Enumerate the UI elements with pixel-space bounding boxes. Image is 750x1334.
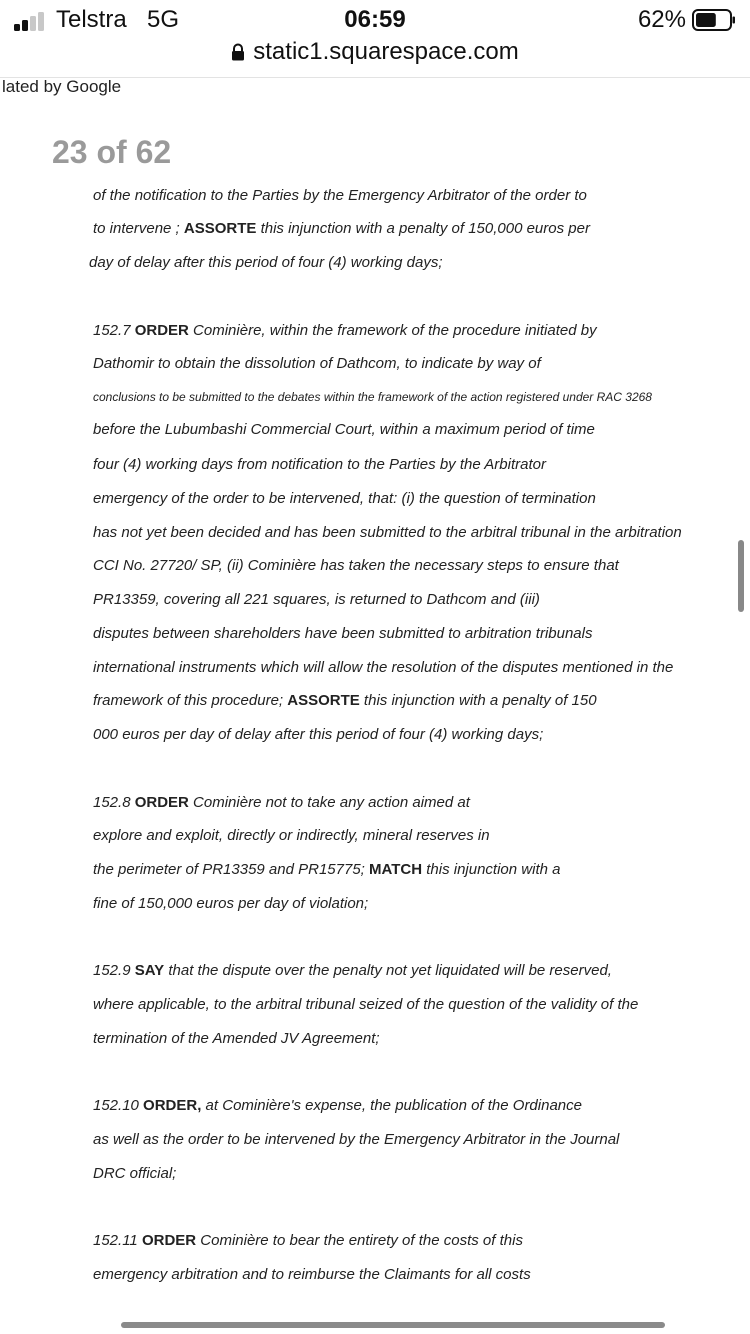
- document-line: [93, 387, 652, 407]
- line-text: emergency of the order to be intervened, that: (i) the question of termination: [93, 490, 596, 507]
- bold-keyword: ASSORTE: [183, 220, 257, 237]
- line-text: explore and exploit, directly or indirectly, mineral reserves in: [93, 827, 490, 844]
- document-line: [93, 556, 619, 576]
- document-line: [93, 219, 590, 239]
- bold-keyword: ASSORTE: [287, 692, 360, 709]
- document-line: [93, 624, 592, 644]
- line-text: fine of 150,000 euros per day of violation;: [93, 895, 369, 912]
- document-line: [93, 1265, 531, 1285]
- document-line: [93, 1164, 176, 1184]
- line-text: conclusions to be submitted to the debates within the framework of the action registered under RAC 3268: [93, 390, 652, 404]
- horizontal-scrollbar[interactable]: [121, 1322, 665, 1328]
- line-text: international instruments which will allow the resolution of the disputes mentioned in the: [93, 659, 674, 676]
- line-text: 152.9: [93, 962, 135, 979]
- line-text: Cominière not to take any action aimed at: [188, 794, 470, 811]
- network-type: 5G: [147, 6, 180, 33]
- line-text: 152.10: [93, 1097, 144, 1114]
- line-text: framework of this procedure;: [93, 692, 288, 709]
- document-line: [93, 1096, 582, 1116]
- line-text: Dathomir to obtain the dissolution of Dathcom, to indicate by way of: [93, 355, 541, 372]
- line-text: day of delay after this period of four (4) working days;: [89, 254, 443, 271]
- line-text: has not yet been decided and has been submitted to the arbitral tribunal in the arbitration: [93, 524, 682, 541]
- bold-keyword: SAY: [134, 962, 165, 979]
- document-line: [93, 420, 595, 440]
- line-text: CCI No. 27720/ SP, (ii) Cominière has taken the necessary steps to ensure that: [93, 557, 619, 574]
- document-line: [93, 995, 638, 1015]
- bold-keyword: MATCH: [369, 861, 423, 878]
- document-line: [93, 860, 560, 880]
- document-line: [93, 489, 596, 509]
- battery-percent: 62%: [637, 6, 686, 33]
- bold-keyword: ORDER: [134, 322, 189, 339]
- carrier-name: Telstra: [56, 6, 127, 33]
- document-line: [93, 826, 490, 846]
- line-text: at Cominière's expense, the publication of the Ordinance: [201, 1097, 582, 1114]
- document-line: [93, 793, 470, 813]
- line-text: that the dispute over the penalty not yet liquidated will be reserved,: [164, 962, 612, 979]
- document-line: [93, 691, 597, 711]
- bold-keyword: ORDER: [134, 794, 189, 811]
- document-line: [93, 1231, 523, 1251]
- line-text: termination of the Amended JV Agreement;: [93, 1030, 380, 1047]
- bold-keyword: ORDER,: [143, 1097, 202, 1114]
- line-text: 152.11: [93, 1232, 142, 1249]
- line-text: 152.7: [93, 322, 135, 339]
- line-text: of the notification to the Parties by the Emergency Arbitrator of the order to: [93, 187, 587, 204]
- line-text: 152.8: [93, 794, 135, 811]
- document-line: [93, 186, 587, 206]
- document-line: [93, 590, 540, 610]
- line-text: this injunction with a penalty of 150,000 euros per: [256, 220, 590, 237]
- document-line: [89, 253, 443, 273]
- document-line: [93, 354, 541, 374]
- line-text: this injunction with a penalty of 150: [359, 692, 597, 709]
- line-text: as well as the order to be intervened by the Emergency Arbitrator in the Journal: [93, 1131, 620, 1148]
- document-line: [93, 658, 673, 678]
- document-line: [93, 1029, 380, 1049]
- document-line: [93, 894, 368, 914]
- line-text: four (4) working days from notification to the Parties by the Arbitrator: [93, 456, 546, 473]
- document-line: [93, 1130, 619, 1150]
- document-line: [93, 321, 597, 341]
- line-text: PR13359, covering all 221 squares, is returned to Dathcom and (iii): [93, 591, 540, 608]
- page-url: static1.squarespace.com: [253, 38, 519, 65]
- line-text: DRC official;: [93, 1165, 177, 1182]
- page-counter: 23 of 62: [52, 134, 172, 170]
- line-text: where applicable, to the arbitral tribunal seized of the question of the validity of the: [93, 996, 639, 1013]
- document-line: [93, 725, 543, 745]
- document-line: [93, 455, 546, 475]
- line-text: disputes between shareholders have been submitted to arbitration tribunals: [93, 625, 593, 642]
- line-text: to intervene ;: [93, 220, 184, 237]
- vertical-scrollbar[interactable]: [738, 540, 744, 612]
- line-text: this injunction with a: [422, 861, 561, 878]
- line-text: Cominière, within the framework of the procedure initiated by: [188, 322, 597, 339]
- line-text: Cominière to bear the entirety of the costs of this: [196, 1232, 523, 1249]
- bold-keyword: ORDER: [141, 1232, 197, 1249]
- line-text: emergency arbitration and to reimburse the Claimants for all costs: [93, 1266, 531, 1283]
- line-text: 000 euros per day of delay after this period of four (4) working days;: [93, 726, 544, 743]
- document-line: [93, 961, 612, 981]
- status-time: 06:59: [344, 6, 406, 33]
- document-line: [93, 523, 682, 543]
- line-text: before the Lubumbashi Commercial Court, within a maximum period of time: [93, 421, 595, 438]
- line-text: the perimeter of PR13359 and PR15775;: [93, 861, 370, 878]
- translation-banner: lated by Google: [2, 77, 122, 96]
